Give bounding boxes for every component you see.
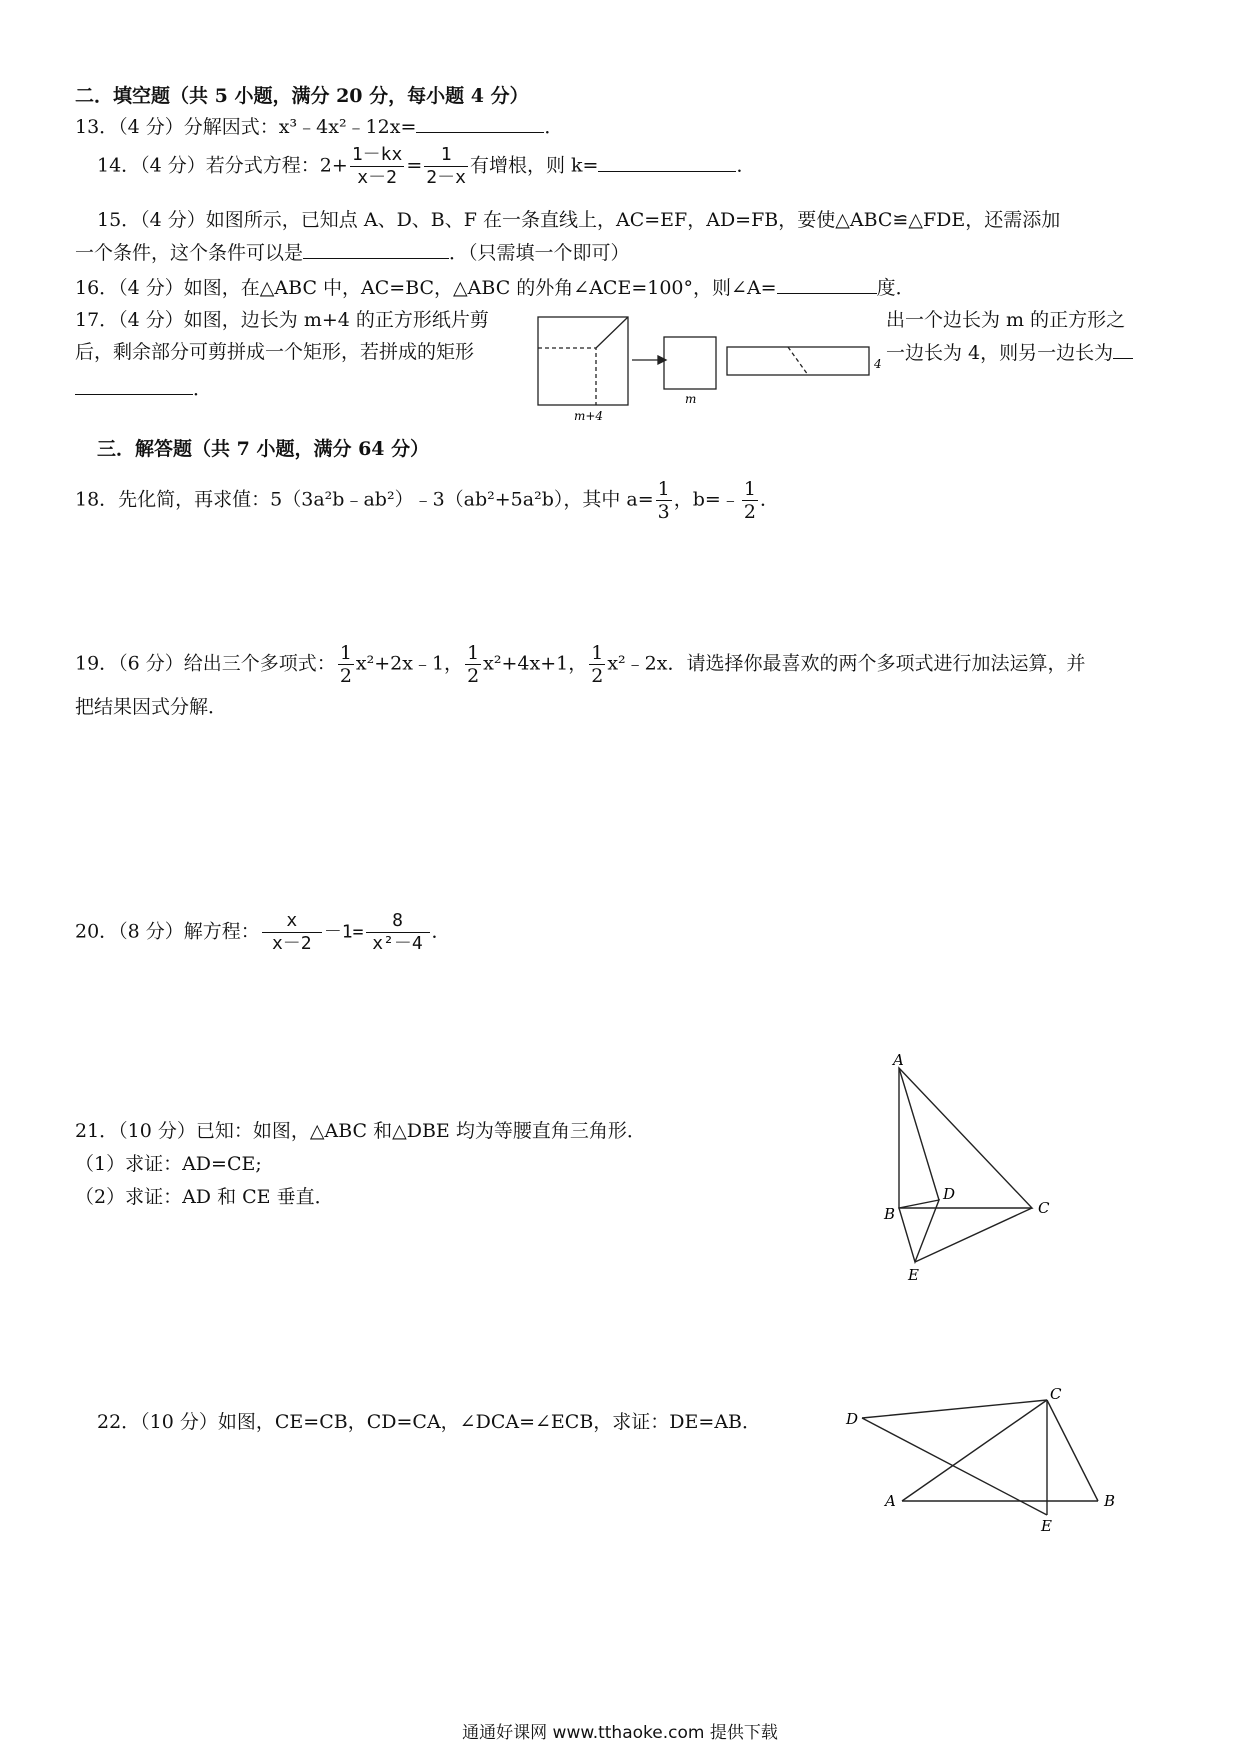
fraction-half-3-denominator: 2: [591, 665, 604, 687]
label-b: B: [884, 1205, 896, 1223]
fraction-b-numerator: 1: [743, 478, 756, 500]
answer-blank-13[interactable]: [416, 114, 544, 133]
question-13: [75, 114, 563, 139]
question-13-text: 13．（4 分）分解因式：x³﹣4x²﹣12x=: [75, 116, 417, 138]
question-20: [75, 910, 451, 955]
label-m-plus-4: m+4: [574, 409, 604, 423]
question-19-line2: 把结果因式分解．: [75, 696, 228, 718]
fraction-20b: [366, 910, 430, 955]
question-14-pre: 14．（4 分）若分式方程：2+: [97, 154, 348, 177]
fraction-14b: [424, 144, 468, 189]
question-17-right2-text: 一边长为 4，则另一边长为: [886, 342, 1114, 364]
question-16-pre: 16．（4 分）如图，在△ABC 中，AC=BC，△ABC 的外角∠ACE=100°，则∠A=: [75, 277, 777, 299]
answer-blank-17b[interactable]: [75, 376, 193, 395]
fraction-half-3: [589, 642, 605, 687]
question-14-end: ．: [736, 154, 756, 177]
fraction-14a: [350, 144, 405, 189]
segment-ad: [899, 1068, 939, 1200]
question-19-line1: [75, 642, 1085, 687]
question-17-right1: 出一个边长为 m 的正方形之: [886, 309, 1126, 331]
answer-blank-16[interactable]: [777, 275, 877, 294]
polynomial-3: x²﹣2x．请选择你最喜欢的两个多项式进行加法运算，并: [607, 652, 1086, 675]
fraction-14a-denominator: x－2: [357, 167, 397, 188]
triangle-figure-22: [840, 1385, 1140, 1545]
fraction-b: [742, 478, 758, 523]
answer-blank-14[interactable]: [598, 153, 736, 172]
fraction-half-1-denominator: 2: [339, 665, 352, 687]
label-c: C: [1038, 1199, 1050, 1217]
question-21-line1: 21．（10 分）已知：如图，△ABC 和△DBE 均为等腰直角三角形．: [75, 1120, 646, 1142]
fraction-20a-numerator: x: [262, 910, 322, 933]
footer-source: 通通好课网 www.tthaoke.com 提供下载: [462, 1723, 778, 1743]
fraction-20b-denominator: x²－4: [372, 933, 423, 954]
question-18-pre: 18．先化简，再求值：5（3a²b﹣ab²）﹣3（ab²+5a²b），其中 a=: [75, 488, 654, 511]
label-a: A: [885, 1492, 896, 1510]
fraction-20a-denominator: x－2: [271, 933, 312, 954]
question-20-end: ．: [431, 920, 451, 943]
question-15-line1: 15．（4 分）如图所示，已知点 A、D、B、F 在一条直线上，AC=EF，AD=FB，要使△ABC≌△FDE，还需添加: [97, 209, 1061, 231]
triangle-abc: [899, 1068, 1032, 1208]
question-18-end: ．: [759, 488, 779, 511]
question-14-post: 有增根，则 k=: [469, 154, 599, 177]
question-21-line2: （1）求证：AD=CE;: [75, 1153, 262, 1175]
question-13-end: ．: [544, 116, 564, 138]
answer-blank-15[interactable]: [303, 240, 449, 259]
question-22: 22．（10 分）如图，CE=CB，CD=CA，∠DCA=∠ECB，求证：DE=AB．: [97, 1411, 761, 1433]
answer-blank-17a[interactable]: [1113, 340, 1133, 359]
label-a: A: [893, 1051, 904, 1069]
fraction-a-denominator: 3: [657, 501, 670, 523]
label-4: 4: [874, 357, 882, 371]
question-16-post: 度．: [876, 277, 915, 299]
fraction-half-2-numerator: 1: [467, 642, 480, 664]
fraction-20a: [262, 910, 322, 955]
small-square: [664, 337, 716, 389]
triangle-dbe: [899, 1200, 939, 1262]
fraction-half-1-numerator: 1: [339, 642, 352, 664]
polynomial-2: x²+4x+1，: [483, 652, 588, 675]
fraction-14b-denominator: 2－x: [426, 167, 466, 188]
question-15-line2-pre: 一个条件，这个条件可以是: [75, 242, 304, 264]
diagonal-line: [596, 317, 628, 348]
question-20-pre: 20．（8 分）解方程：: [75, 920, 260, 943]
question-17-right2: [886, 340, 1133, 365]
fraction-a: [656, 478, 672, 523]
square-cut-figure: [530, 312, 880, 427]
fraction-14a-numerator: 1－kx: [351, 144, 403, 165]
question-21-line3: （2）求证：AD 和 CE 垂直．: [75, 1186, 334, 1208]
question-17-left1: 17．（4 分）如图，边长为 m+4 的正方形纸片剪: [75, 309, 489, 331]
cut-line: [538, 348, 596, 405]
question-19-pre: 19．（6 分）给出三个多项式：: [75, 652, 336, 675]
fraction-b-denominator: 2: [743, 501, 756, 523]
fraction-half-2-denominator: 2: [467, 665, 480, 687]
question-15-line2-post: ．（只需填一个即可）: [449, 242, 630, 264]
label-e: E: [908, 1266, 919, 1284]
segment-dc: [862, 1400, 1047, 1418]
question-17-line3: [75, 376, 212, 401]
triangle-figure-21: [860, 1051, 1080, 1285]
arrow-head-icon: [658, 356, 666, 364]
question-17-end: ．: [193, 378, 213, 400]
question-18: [75, 478, 779, 523]
section-title-solutions: 三．解答题（共 7 小题，满分 64 分）: [97, 438, 430, 460]
polynomial-1: x²+2x﹣1，: [355, 652, 464, 675]
fraction-half-3-numerator: 1: [591, 642, 604, 664]
fraction-20b-numerator: 8: [366, 910, 430, 933]
rectangle-cut-line: [788, 347, 808, 375]
label-d: D: [943, 1185, 956, 1203]
label-b: B: [1104, 1492, 1116, 1510]
question-15-line2: [75, 240, 630, 265]
equals-sign: =: [406, 154, 423, 177]
label-d: D: [846, 1410, 859, 1428]
fraction-a-numerator: 1: [657, 478, 670, 500]
question-17-left2: 后，剩余部分可剪拼成一个矩形，若拼成的矩形: [75, 341, 475, 363]
label-m: m: [685, 392, 697, 406]
section-title-fill-in: 二．填空题（共 5 小题，满分 20 分，每小题 4 分）: [75, 85, 529, 107]
label-e: E: [1041, 1517, 1052, 1535]
question-14: [97, 144, 755, 189]
fraction-half-2: [465, 642, 481, 687]
question-18-mid: ，b=﹣: [673, 488, 740, 511]
fraction-half-1: [338, 642, 354, 687]
label-c: C: [1050, 1385, 1062, 1403]
question-20-mid: －1=: [323, 921, 364, 943]
fraction-14b-numerator: 1: [424, 144, 468, 167]
question-16: [75, 275, 915, 300]
segment-cb: [1047, 1400, 1098, 1501]
